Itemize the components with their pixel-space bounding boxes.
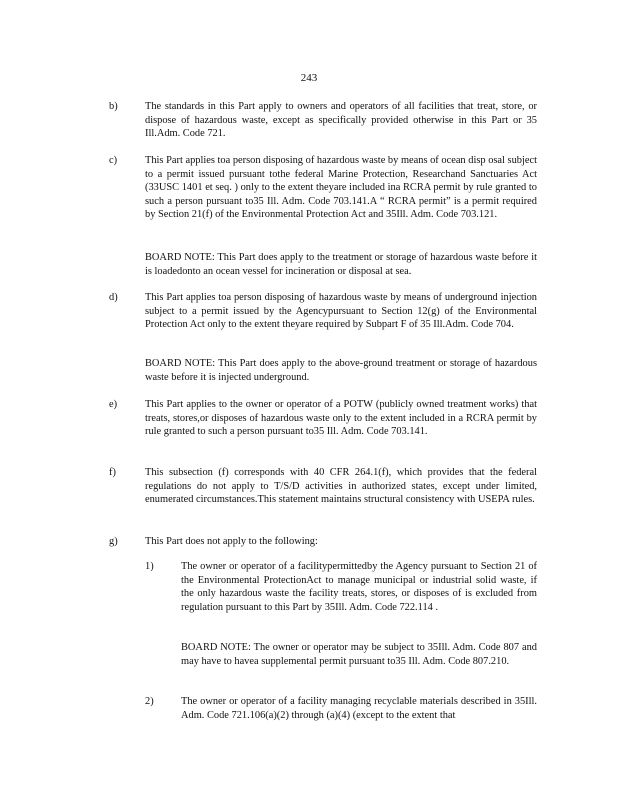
item-label: c) — [109, 155, 118, 166]
item-label: d) — [109, 292, 118, 303]
item-paragraph: This Part applies toa person disposing of hazardous waste by means of ocean disp osal subject to a permit issued pursuant tothe federal Marine Protection, Researchand Sanctuaries Act (33USC 1401 et seq. ) only to the extent theyare included ina RCRA permit by rule granted to such a person pursuant to35 Ill. Adm. Code 703.141.A “ RCRA permit” is a permit required by Section 21(f) of the Environmental Protection Act and 35Ill. Adm. Code 703.121. — [145, 155, 537, 221]
item-paragraph: This Part applies to the owner or operator of a POTW (publicly owned treatment works) that treats, stores,or disposes of hazardous waste only to the extent included in a RCRA permit by rule granted to such a person pursuant to35 Ill. Adm. Code 703.141. — [145, 399, 537, 438]
item-label: g) — [109, 536, 118, 547]
sub-item-paragraph: The owner or operator of a facilitypermittedby the Agency pursuant to Section 21 of the Environmental ProtectionAct to manage municipal or industrial solid waste, if the only hazardous waste the facility treats, stores, or disposes of is excluded from regulation pursuant to this Part by 35Ill. Adm. Code 722.114 . — [181, 561, 537, 613]
board-note: BOARD NOTE: This Part does apply to the above-ground treatment or storage of hazardous waste before it is injected underground. — [145, 358, 537, 383]
board-note: BOARD NOTE: This Part does apply to the treatment or storage of hazardous waste before it is loadedonto an ocean vessel for incineration or disposal at sea. — [145, 252, 537, 277]
item-paragraph: This subsection (f) corresponds with 40 CFR 264.1(f), which provides that the federal regulations do not apply to T/S/D activities in authorized states, except under limited, enumerated circumstances.This statement maintains structural consistency with USEPA rules. — [145, 467, 537, 506]
item-label: e) — [109, 399, 118, 410]
item-label: b) — [109, 101, 118, 112]
page-number: 243 — [300, 72, 318, 84]
board-note: BOARD NOTE: The owner or operator may be subject to 35Ill. Adm. Code 807 and may have to havea supplemental permit pursuant to35 Ill. Adm. Code 807.210. — [181, 642, 537, 667]
sub-item-label: 2) — [145, 696, 154, 707]
item-paragraph: This Part applies toa person disposing of hazardous waste by means of underground injection subject to a permit issued by the Agencypursuant to Section 12(g) of the Environmental Protection Act only to the extent theyare required by Subpart F of 35 Ill.Adm. Code 704. — [145, 292, 537, 331]
item-label: f) — [109, 467, 116, 478]
item-paragraph: The standards in this Part apply to owners and operators of all facilities that treat, store, or dispose of hazardous waste, except as specifically provided otherwise in this Part or 35 Ill.Adm. Code 721. — [145, 101, 537, 140]
item-paragraph: This Part does not apply to the following: — [145, 536, 318, 547]
sub-item-paragraph: The owner or operator of a facility managing recyclable materials described in 35Ill. Adm. Code 721.106(a)(2) through (a)(4) (except to the extent that — [181, 696, 537, 721]
sub-item-label: 1) — [145, 561, 154, 572]
